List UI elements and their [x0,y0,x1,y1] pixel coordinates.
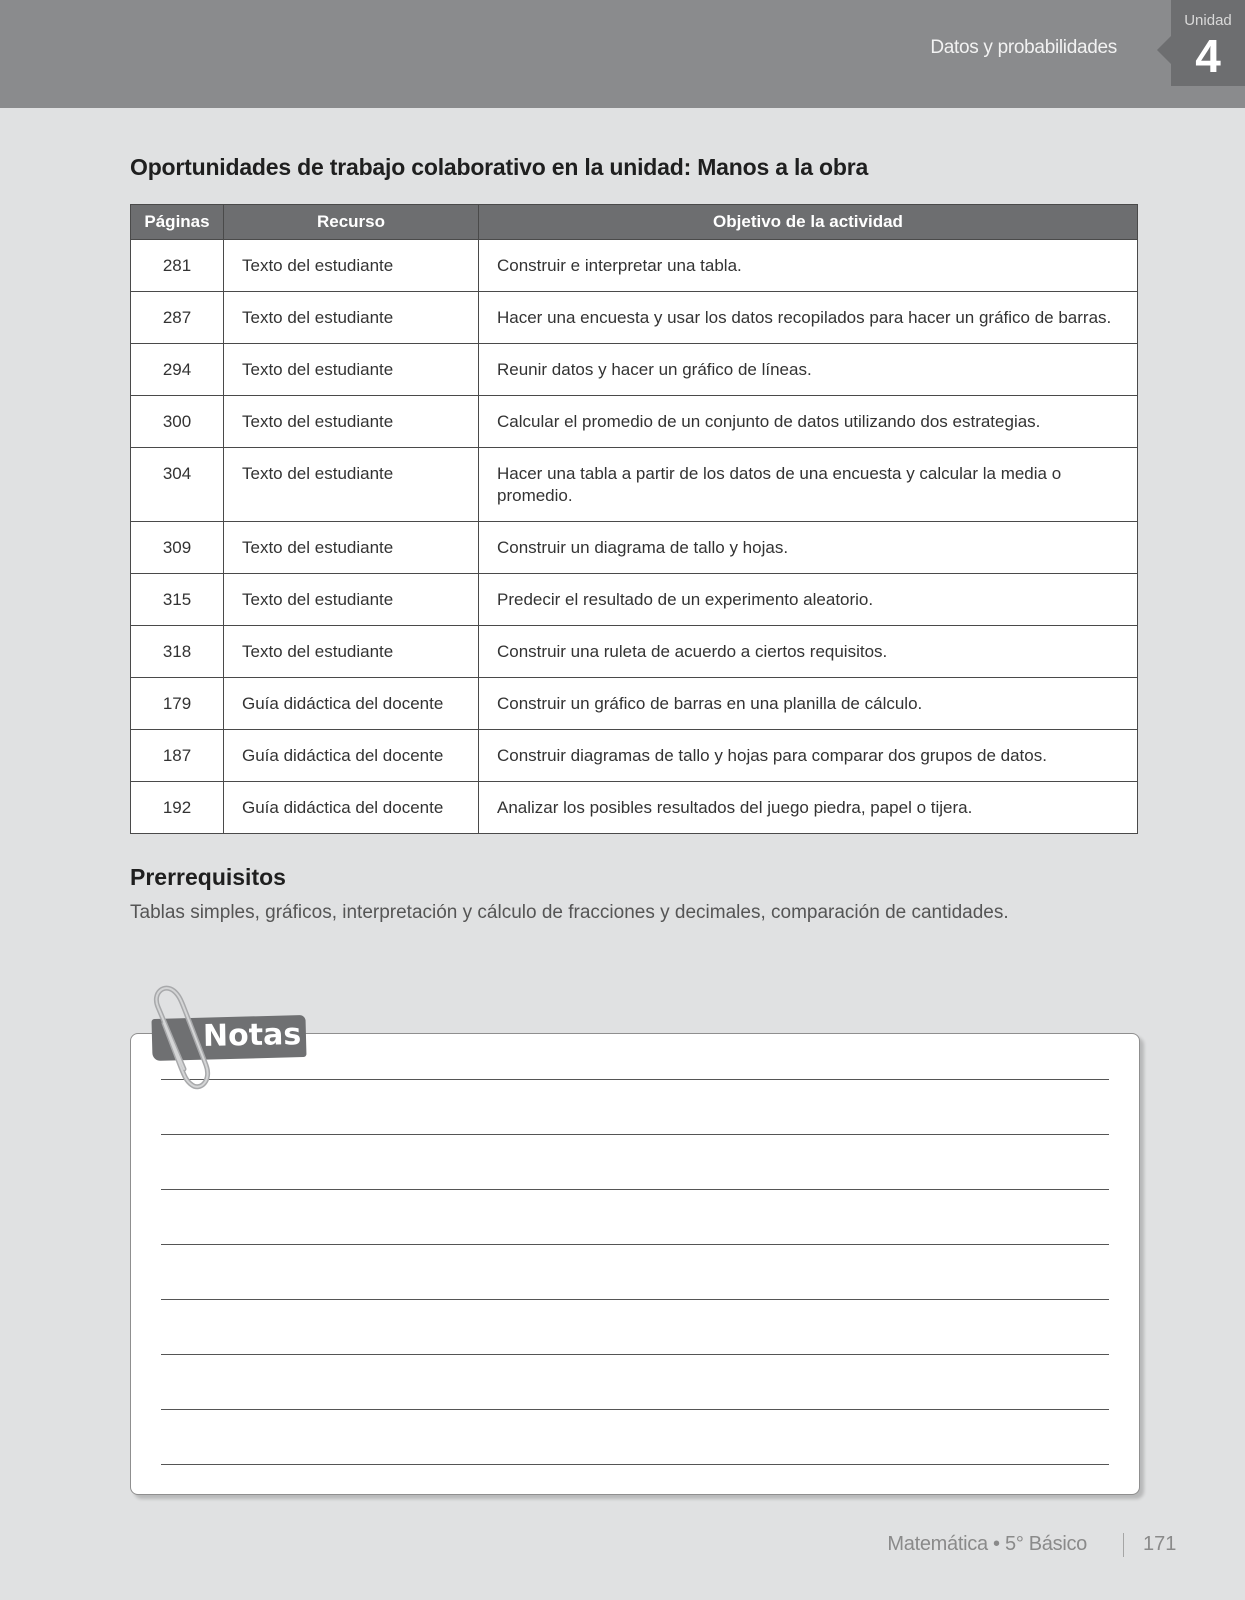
note-line [161,1464,1109,1465]
cell-objective: Predecir el resultado de un experimento aleatorio. [479,574,1138,626]
note-line [161,1244,1109,1245]
table-row [131,730,1138,782]
cell-page: 294 [131,344,224,396]
table-row [131,522,1138,574]
cell-objective: Hacer una tabla a partir de los datos de una encuesta y calcular la media o promedio. [479,448,1138,522]
footer-divider [1123,1533,1124,1557]
column-header-objective: Objetivo de la actividad [479,205,1138,240]
cell-resource: Guía didáctica del docente [224,782,479,834]
paperclip-icon [140,985,220,1095]
cell-resource: Texto del estudiante [224,448,479,522]
cell-objective: Construir una ruleta de acuerdo a ciertos requisitos. [479,626,1138,678]
cell-page: 187 [131,730,224,782]
cell-page: 309 [131,522,224,574]
cell-page: 300 [131,396,224,448]
cell-page: 287 [131,292,224,344]
unit-label: Unidad [1184,12,1232,29]
page-number: 171 [1143,1533,1177,1555]
note-line [161,1299,1109,1300]
cell-resource: Texto del estudiante [224,626,479,678]
note-line [161,1134,1109,1135]
unit-tab [1171,0,1245,86]
cell-objective: Reunir datos y hacer un gráfico de líneas. [479,344,1138,396]
chapter-title: Datos y probabilidades [930,37,1117,58]
cell-objective: Hacer una encuesta y usar los datos recopilados para hacer un gráfico de barras. [479,292,1138,344]
table-row [131,574,1138,626]
notes-label: Notas [202,1017,302,1054]
cell-resource: Guía didáctica del docente [224,678,479,730]
cell-page: 304 [131,448,224,522]
cell-resource: Texto del estudiante [224,522,479,574]
cell-page: 315 [131,574,224,626]
column-header-pages: Páginas [131,205,224,240]
cell-page: 179 [131,678,224,730]
cell-objective: Construir un diagrama de tallo y hojas. [479,522,1138,574]
cell-resource: Texto del estudiante [224,344,479,396]
table-row [131,678,1138,730]
cell-page: 281 [131,240,224,292]
table-row [131,626,1138,678]
table-row [131,396,1138,448]
footer-book-title: Matemática • 5° Básico [887,1533,1087,1555]
cell-objective: Construir diagramas de tallo y hojas para comparar dos grupos de datos. [479,730,1138,782]
table-row [131,240,1138,292]
note-line [161,1409,1109,1410]
note-line [161,1354,1109,1355]
notes-box [130,1033,1140,1495]
activities-table [130,204,1138,834]
cell-page: 318 [131,626,224,678]
note-line [161,1079,1109,1080]
column-header-resource: Recurso [224,205,479,240]
prerequisites-title: Prerrequisitos [130,864,286,890]
cell-resource: Guía didáctica del docente [224,730,479,782]
cell-objective: Construir e interpretar una tabla. [479,240,1138,292]
cell-objective: Calcular el promedio de un conjunto de datos utilizando dos estrategias. [479,396,1138,448]
table-header-row [131,205,1138,240]
table-row [131,782,1138,834]
cell-objective: Analizar los posibles resultados del juego piedra, papel o tijera. [479,782,1138,834]
table-row [131,344,1138,396]
cell-resource: Texto del estudiante [224,292,479,344]
cell-resource: Texto del estudiante [224,574,479,626]
section-title: Oportunidades de trabajo colaborativo en la unidad: Manos a la obra [130,154,869,180]
cell-page: 192 [131,782,224,834]
prerequisites-text: Tablas simples, gráficos, interpretación y cálculo de fracciones y decimales, comparación de cantidades. [130,902,1009,923]
cell-resource: Texto del estudiante [224,240,479,292]
note-line [161,1189,1109,1190]
cell-resource: Texto del estudiante [224,396,479,448]
unit-number: 4 [1195,30,1221,82]
table-row [131,292,1138,344]
cell-objective: Construir un gráfico de barras en una planilla de cálculo. [479,678,1138,730]
table-row [131,448,1138,522]
